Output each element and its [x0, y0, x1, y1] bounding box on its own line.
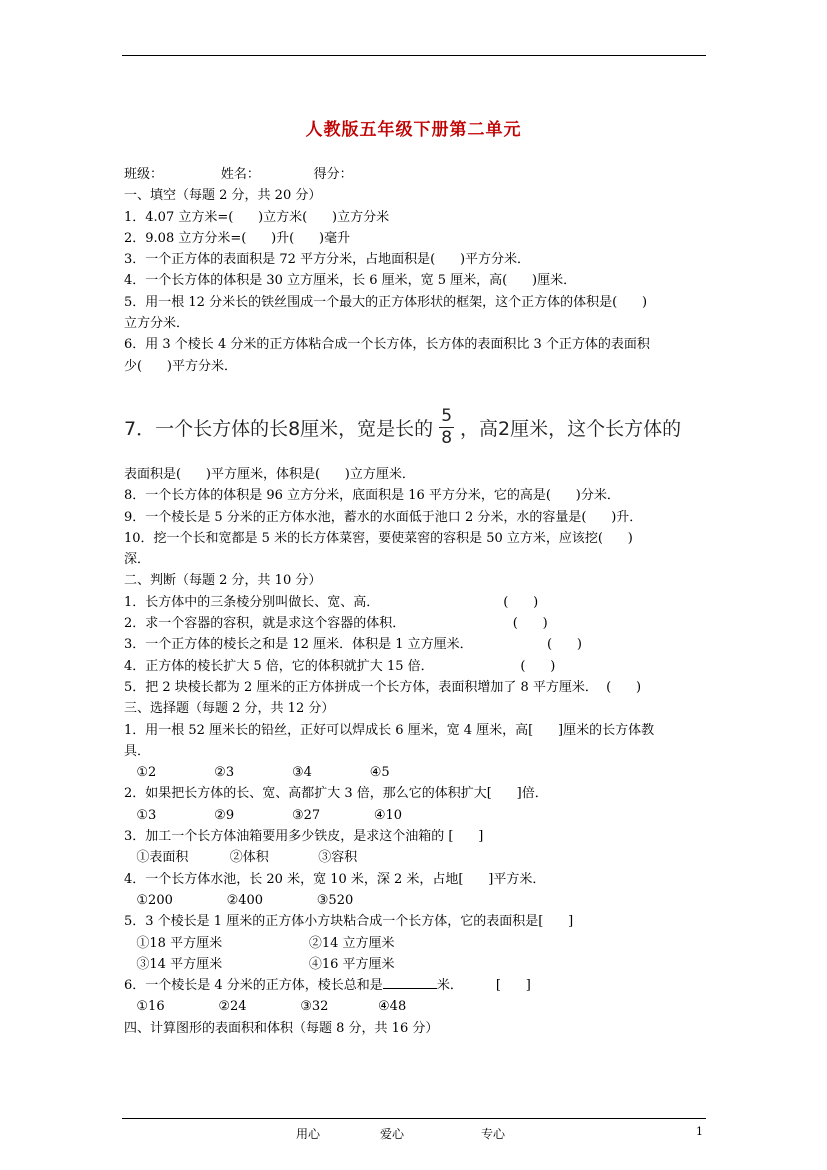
- footer-middle: 爱心: [380, 1127, 405, 1141]
- q7-text-before: 7．一个长方体的长8厘米，宽是长的: [124, 417, 434, 440]
- question-line: 深．: [124, 552, 151, 568]
- options-line: ③14 平方厘米 ④16 平方厘米: [124, 956, 395, 972]
- section-4-heading: 四、计算图形的表面积和体积（每题 8 分，共 16 分）: [124, 1020, 439, 1036]
- question-line: 4．正方体的棱长扩大 5 倍，它的体积就扩大 15 倍． ( ): [124, 658, 556, 674]
- question-line: 2．如果把长方体的长、宽、高都扩大 3 倍，那么它的体积扩大[ ]倍．: [124, 786, 548, 802]
- options-line: ①200 ②400 ③520: [124, 892, 354, 908]
- footer-right: 专心: [481, 1127, 506, 1141]
- worksheet-body: [124, 164, 712, 377]
- question-line: [124, 975, 712, 996]
- options-line: ①表面积 ②体积 ③容积: [124, 850, 358, 866]
- question-line: 3．加工一个长方体油箱要用多少铁皮，是求这个油箱的 [ ]: [124, 829, 484, 845]
- question-line: 3．一个正方体的表面积是 72 平方分米，占地面积是( )平方分米．: [124, 252, 531, 268]
- document-title: 人教版五年级下册第二单元: [305, 120, 522, 140]
- options-line: ①16 ②24 ③32 ④48: [124, 999, 407, 1015]
- fraction: [439, 405, 454, 448]
- fraction-numerator: 5: [441, 405, 453, 426]
- question-7-image-text: [124, 396, 724, 458]
- question-line: 表面积是( )平方厘米，体积是( )立方厘米．: [124, 467, 415, 482]
- options-line: ①3 ②9 ③27 ④10: [124, 807, 403, 823]
- section-2-heading: 二、判断（每题 2 分，共 10 分）: [124, 573, 322, 589]
- question-line: 5．3 个棱长是 1 厘米的正方体小方块粘合成一个长方体，它的表面积是[ ]: [124, 914, 574, 930]
- answer-blank: [383, 976, 437, 989]
- question-line: 5．用一根 12 分米长的铁丝围成一个最大的正方体形状的框架，这个正方体的体积是( ): [124, 294, 648, 310]
- question-line: 4．一个长方体水池，长 20 米，宽 10 米，深 2 米，占地[ ]平方米．: [124, 871, 546, 887]
- section-3-heading: 三、选择题（每题 2 分，共 12 分）: [124, 701, 335, 717]
- q7-text-after: ，高2厘米，这个长方体的: [460, 417, 682, 440]
- question-line: 具．: [124, 743, 151, 759]
- question-line: 2．求一个容器的容积，就是求这个容器的体积． ( ): [124, 616, 548, 632]
- header-rule: [122, 55, 706, 56]
- section-1-heading: 一、填空（每题 2 分，共 20 分）: [124, 188, 322, 204]
- question-line: 6．用 3 个棱长 4 分米的正方体粘合成一个长方体，长方体的表面积比 3 个正方体的表面积: [124, 337, 650, 353]
- question-line: 立方分米．: [124, 316, 190, 332]
- question-line: 少( )平方分米．: [124, 358, 237, 374]
- footer-rule: [122, 1118, 706, 1119]
- question-line: 1．4.07 立方米=( )立方米( )立方分米: [124, 209, 390, 225]
- question-line: 10．挖一个长和宽都是 5 米的长方体菜窖，要使菜窖的容积是 50 立方米，应该挖( ): [124, 530, 633, 546]
- question-line: 3．一个正方体的棱长之和是 12 厘米．体积是 1 立方厘米． ( ): [124, 637, 582, 653]
- options-line: ①18 平方厘米 ②14 立方厘米: [124, 935, 395, 951]
- options-line: ①2 ②3 ③4 ④5: [124, 765, 390, 781]
- question-line: 2．9.08 立方分米=( )升( )毫升: [124, 230, 351, 246]
- student-info-line: 班级： 姓名： 得分：: [124, 167, 353, 182]
- q6-text-after: 米． [ ]: [436, 978, 531, 994]
- q6-text-before: 6．一个棱长是 4 分米的正方体，棱长总和是: [124, 978, 383, 994]
- question-line: 5．把 2 块棱长都为 2 厘米的正方体拼成一个长方体，表面积增加了 8 平方厘米． ( ): [124, 679, 642, 695]
- question-line: 1．用一根 52 厘米长的铅丝，正好可以焊成长 6 厘米，宽 4 厘米，高[ ]厘米的长方体教: [124, 722, 655, 738]
- question-line: 1．长方体中的三条棱分别叫做长、宽、高． ( ): [124, 594, 539, 610]
- question-line: 4．一个长方体的体积是 30 立方厘米，长 6 厘米，宽 5 厘米，高( )厘米．: [124, 273, 577, 289]
- question-line: 9．一个棱长是 5 分米的正方体水池，蓄水的水面低于池口 2 分米，水的容量是( )升．: [124, 509, 643, 525]
- question-line: 8．一个长方体的体积是 96 立方分米，底面积是 16 平方分米，它的高是( )分米．: [124, 488, 620, 504]
- footer-left: 用心: [296, 1127, 321, 1141]
- page-number: 1: [696, 1125, 703, 1138]
- worksheet-body-continued: [124, 464, 712, 1039]
- fraction-denominator: 8: [441, 427, 453, 448]
